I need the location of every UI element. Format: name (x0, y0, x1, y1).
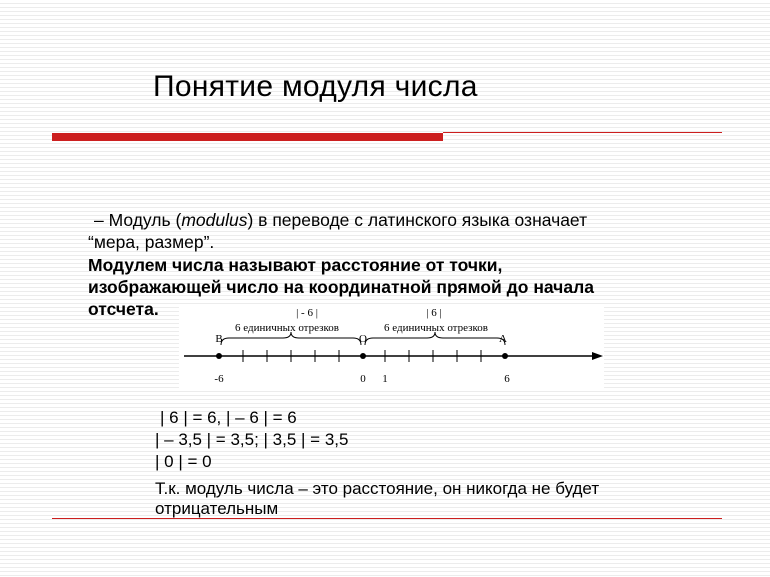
number-line-figure (179, 305, 604, 390)
example-line-2: | – 3,5 | = 3,5; | 3,5 | = 3,5 (155, 430, 349, 449)
example-line-3: | 0 | = 0 (155, 452, 212, 471)
definition-line-1: Модулем числа называют расстояние от точки, (88, 255, 503, 275)
examples-block (155, 407, 348, 473)
note-paragraph (155, 479, 599, 519)
tick-label-1: 1 (382, 373, 388, 385)
footer-divider (52, 518, 722, 519)
point-o-label: O (359, 333, 367, 345)
slide-title: Понятие модуля числа (153, 70, 478, 103)
definition-line-2: изображающей число на координатной прямой до начала (88, 277, 594, 297)
point-b (216, 353, 222, 359)
title-underline-thick (52, 133, 443, 141)
example-line-1: | 6 | = 6, | – 6 | = 6 (160, 408, 297, 427)
axis-arrow (592, 352, 603, 360)
note-line-1: Т.к. модуль числа – это расстояние, он никогда не будет (155, 479, 600, 498)
left-brace-label: | - 6 | (296, 307, 318, 319)
left-brace-caption: 6 единичных отрезков (235, 322, 339, 334)
intro-line-2: “мера, размер”. (88, 232, 215, 252)
intro-latin-term: modulus (181, 210, 248, 230)
note-line-2: отрицательным (155, 499, 279, 518)
intro-suffix: ) в переводе с латинского языка означает (247, 210, 588, 230)
intro-prefix: – Модуль ( (94, 210, 182, 230)
point-a-label: A (499, 333, 507, 345)
point-a (502, 353, 508, 359)
right-brace-label: | 6 | (426, 307, 442, 319)
point-o (360, 353, 366, 359)
intro-paragraph (88, 209, 728, 253)
tick-label-6: 6 (504, 373, 510, 385)
point-b-label: B (215, 333, 223, 345)
intro-line-1 (88, 209, 728, 231)
title-underline-thin (443, 132, 722, 133)
definition-line-3: отсчета. (88, 299, 159, 319)
tick-label-0: 0 (360, 373, 366, 385)
right-brace-caption: 6 единичных отрезков (384, 322, 488, 334)
number-line-svg (179, 305, 604, 390)
tick-label-minus-6: -6 (214, 373, 224, 385)
